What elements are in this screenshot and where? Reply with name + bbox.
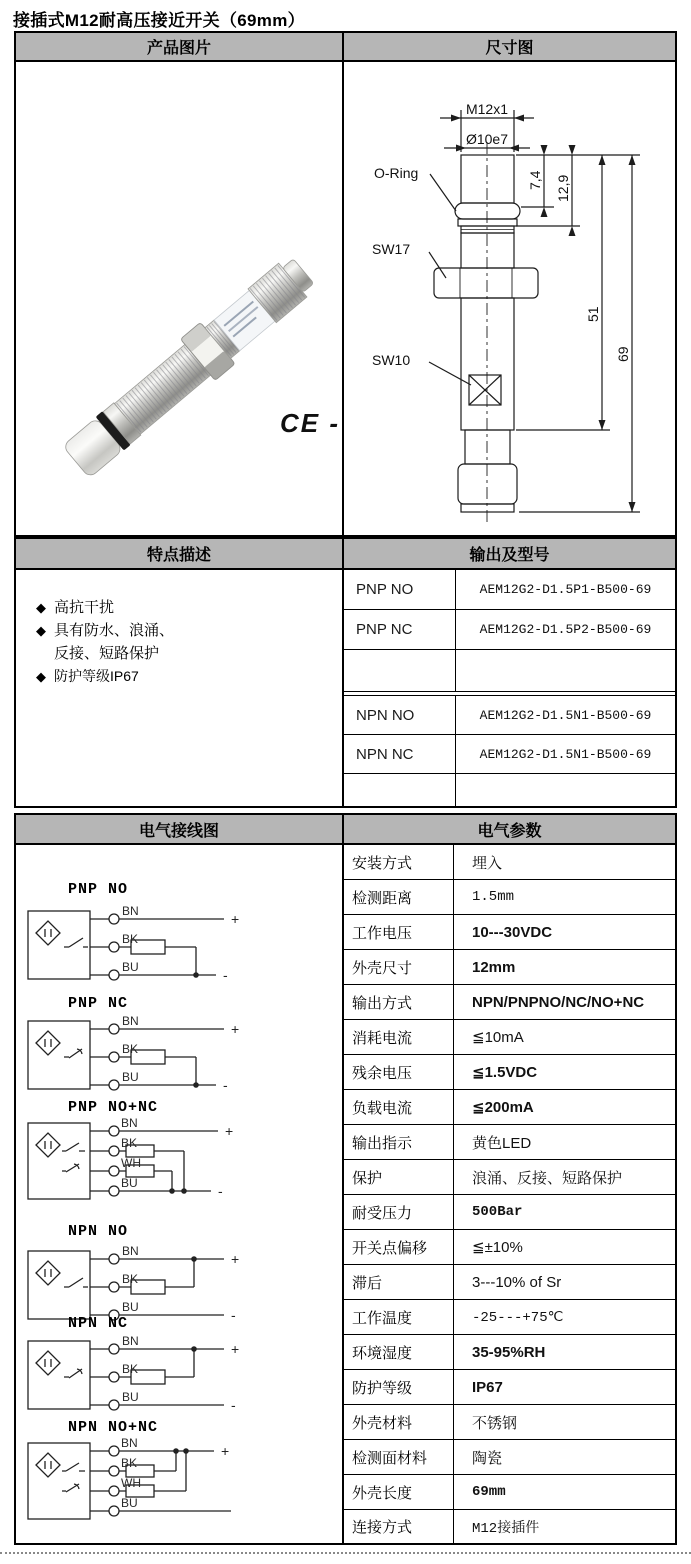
header-dimension-drawing: 尺寸图 <box>485 40 534 57</box>
svg-text:-: - <box>223 1077 228 1093</box>
model-number: AEM12G2-D1.5N1-B500-69 <box>479 707 652 723</box>
svg-text:BK: BK <box>122 1272 139 1286</box>
model-number: AEM12G2-D1.5N1-B500-69 <box>479 746 652 762</box>
svg-text:+: + <box>231 1341 240 1357</box>
svg-text:BN: BN <box>122 1334 139 1348</box>
thread-size-label: M12x1 <box>465 101 509 117</box>
diamond-bullet-icon: ◆ <box>36 669 46 684</box>
param-row <box>344 1300 675 1335</box>
model-row <box>344 774 675 806</box>
dim-51: 51 <box>585 306 601 322</box>
output-type <box>344 650 456 691</box>
param-label: 外壳材料 <box>344 1405 454 1439</box>
diamond-bullet-icon: ◆ <box>36 600 46 615</box>
connector-outline <box>458 464 517 504</box>
params-table <box>344 845 675 1543</box>
param-label: 残余电压 <box>344 1055 454 1089</box>
wiring-title-pnp-nc: PNP NC <box>68 995 129 1012</box>
sensor-symbol-icon <box>36 1351 60 1375</box>
svg-text:+: + <box>225 1123 234 1139</box>
no-contact-icon <box>62 1143 85 1151</box>
ce-mark: CE - <box>280 408 340 438</box>
param-value: ≦1.5VDC <box>472 1064 538 1081</box>
header-output-models: 输出及型号 <box>469 547 550 564</box>
param-row <box>344 1335 675 1370</box>
svg-text:BU: BU <box>121 1176 138 1190</box>
param-label: 工作电压 <box>344 915 454 949</box>
param-value: 3---10% of Sr <box>472 1273 562 1291</box>
output-type: PNP NC <box>344 610 456 649</box>
param-label: 工作温度 <box>344 1300 454 1334</box>
svg-text:BN: BN <box>121 1437 138 1450</box>
output-type <box>344 774 456 806</box>
feature-item: ◆ 高抗干扰 <box>36 596 342 619</box>
svg-text:BN: BN <box>122 1014 139 1028</box>
diameter-label: Ø10e7 <box>465 131 509 147</box>
nc-contact-icon <box>64 1049 82 1058</box>
sw10-label: SW10 <box>372 352 411 368</box>
nc-contact-icon <box>64 1369 82 1378</box>
param-row <box>344 1475 675 1510</box>
nc-contact-icon <box>62 1164 79 1172</box>
section-features-models <box>14 537 677 808</box>
svg-text:BU: BU <box>122 1070 139 1084</box>
param-label: 输出方式 <box>344 985 454 1019</box>
param-value: ≦±10% <box>472 1239 523 1256</box>
param-label: 连接方式 <box>344 1510 454 1543</box>
sensor-symbol-icon <box>36 921 60 945</box>
param-value: 12mm <box>472 958 516 976</box>
svg-text:BU: BU <box>122 1300 139 1314</box>
param-value: ≦10mA <box>472 1029 524 1046</box>
param-row <box>344 1405 675 1440</box>
feature-item: ◆ 防护等级IP67 <box>36 665 342 688</box>
sensor-photo-illustration <box>16 62 342 535</box>
param-value: 69mm <box>472 1484 506 1500</box>
param-value: 埋入 <box>472 854 503 872</box>
param-value: 1.5mm <box>472 889 515 905</box>
param-label: 外壳尺寸 <box>344 950 454 984</box>
output-type: NPN NC <box>344 735 456 773</box>
model-number <box>456 774 675 806</box>
param-row <box>344 1020 675 1055</box>
no-contact-icon <box>64 1278 88 1287</box>
param-value: 陶瓷 <box>472 1449 503 1467</box>
svg-text:WH: WH <box>121 1476 141 1490</box>
page-title: 接插式M12耐高压接近开关（69mm） <box>13 11 305 30</box>
param-label: 耐受压力 <box>344 1195 454 1229</box>
feature-list <box>16 570 344 806</box>
hex-nut-outline <box>434 268 538 298</box>
svg-text:BK: BK <box>122 1362 139 1376</box>
param-row <box>344 1125 675 1160</box>
svg-text:-: - <box>223 967 228 983</box>
sensor-body-group <box>59 250 321 482</box>
param-row <box>344 1230 675 1265</box>
section3-header-row <box>16 815 675 845</box>
param-row <box>344 1090 675 1125</box>
model-row <box>344 735 675 774</box>
svg-text:+: + <box>231 1021 240 1037</box>
wiring-title-pnp-nonc: PNP NO+NC <box>68 1099 159 1116</box>
param-row <box>344 985 675 1020</box>
svg-text:WH: WH <box>121 1156 141 1170</box>
model-number: AEM12G2-D1.5P1-B500-69 <box>479 582 652 597</box>
param-row <box>344 880 675 915</box>
product-photo-cell <box>16 62 344 535</box>
svg-text:BU: BU <box>122 960 139 974</box>
svg-text:BU: BU <box>122 1390 139 1404</box>
model-row <box>344 570 675 610</box>
param-value: 黄色LED <box>472 1134 532 1152</box>
param-row <box>344 1370 675 1405</box>
sensor-symbol-icon <box>36 1133 60 1157</box>
wiring-title-npn-nc: NPN NC <box>68 1315 129 1332</box>
param-label: 外壳长度 <box>344 1475 454 1509</box>
sensor-symbol-icon <box>36 1453 60 1477</box>
param-label: 保护 <box>344 1160 454 1194</box>
param-row <box>344 1195 675 1230</box>
model-table <box>344 570 675 806</box>
param-row <box>344 1440 675 1475</box>
svg-text:BN: BN <box>121 1117 138 1130</box>
model-row <box>344 610 675 650</box>
svg-text:-: - <box>231 1397 236 1413</box>
param-value: 10---30VDC <box>472 923 553 941</box>
section-product <box>14 31 677 537</box>
section1-header-row <box>16 33 675 62</box>
dim-7-4: 7,4 <box>527 170 543 190</box>
sw17-label: SW17 <box>372 241 411 257</box>
dim-69: 69 <box>615 346 631 362</box>
header-features: 特点描述 <box>16 539 344 568</box>
svg-text:-: - <box>231 1307 236 1323</box>
svg-text:BN: BN <box>122 904 139 918</box>
svg-text:BU: BU <box>121 1496 138 1510</box>
no-contact-icon <box>64 938 88 947</box>
model-row <box>344 696 675 735</box>
diamond-bullet-icon: ◆ <box>36 623 46 638</box>
svg-text:+: + <box>231 911 240 927</box>
wiring-diagram-npn-nonc <box>26 1437 266 1537</box>
param-label: 输出指示 <box>344 1125 454 1159</box>
wiring-diagram-npn-nc <box>26 1333 266 1413</box>
nc-contact-icon <box>62 1484 79 1492</box>
svg-text:BK: BK <box>122 932 139 946</box>
param-value: NPN/PNPNO/NC/NO+NC <box>472 993 645 1011</box>
svg-text:+: + <box>231 1251 240 1267</box>
param-label: 开关点偏移 <box>344 1230 454 1264</box>
param-value: 35-95%RH <box>472 1343 546 1361</box>
wiring-diagram-pnp-no <box>26 903 266 983</box>
wiring-title-npn-nonc: NPN NO+NC <box>68 1419 159 1436</box>
param-value: 500Bar <box>472 1204 523 1220</box>
wiring-diagram-npn-no <box>26 1243 266 1323</box>
svg-text:BN: BN <box>122 1244 139 1258</box>
param-value: -25---+75℃ <box>472 1309 564 1326</box>
param-label: 安装方式 <box>344 845 454 879</box>
param-label: 检测面材料 <box>344 1440 454 1474</box>
wiring-diagrams-cell <box>16 845 344 1543</box>
param-value: 不锈钢 <box>472 1414 518 1432</box>
wiring-title-npn-no: NPN NO <box>68 1223 129 1240</box>
param-row <box>344 1510 675 1543</box>
dimension-arrows <box>451 115 636 513</box>
param-label: 消耗电流 <box>344 1020 454 1054</box>
svg-text:+: + <box>221 1443 230 1459</box>
param-value: ≦200mA <box>472 1099 534 1116</box>
header-electrical-params: 电气参数 <box>477 822 542 840</box>
dimension-drawing-cell <box>344 62 675 535</box>
param-row <box>344 915 675 950</box>
section-wiring-params <box>14 813 677 1545</box>
section2-header-row <box>16 539 675 570</box>
dim-12-9: 12,9 <box>555 174 571 202</box>
no-contact-icon <box>62 1463 85 1471</box>
sensor-symbol-icon <box>36 1261 60 1285</box>
wiring-title-pnp-no: PNP NO <box>68 881 129 898</box>
page-break-divider <box>0 1552 691 1554</box>
oring-label: O-Ring <box>374 165 419 181</box>
param-label: 负载电流 <box>344 1090 454 1124</box>
param-value: IP67 <box>472 1378 503 1396</box>
param-value: 浪涌、反接、短路保护 <box>472 1169 623 1187</box>
param-label: 检测距离 <box>344 880 454 914</box>
dimension-drawing <box>344 62 673 535</box>
param-row <box>344 1055 675 1090</box>
param-row <box>344 1265 675 1300</box>
wiring-diagram-pnp-nonc <box>26 1117 266 1217</box>
sensor-symbol-icon <box>36 1031 60 1055</box>
svg-text:-: - <box>218 1183 223 1199</box>
param-row <box>344 845 675 880</box>
header-product-image: 产品图片 <box>16 33 344 60</box>
param-label: 防护等级 <box>344 1370 454 1404</box>
svg-text:BK: BK <box>121 1136 138 1150</box>
svg-text:BK: BK <box>121 1456 138 1470</box>
feature-item: ◆ 具有防水、浪涌、反接、短路保护 <box>36 619 342 665</box>
output-type: PNP NO <box>344 570 456 609</box>
header-wiring-diagram: 电气接线图 <box>16 815 344 843</box>
model-row <box>344 650 675 692</box>
wiring-diagram-pnp-nc <box>26 1013 266 1093</box>
output-type: NPN NO <box>344 696 456 734</box>
model-number: AEM12G2-D1.5P2-B500-69 <box>479 622 652 637</box>
oring-bulge <box>455 203 520 219</box>
param-label: 滞后 <box>344 1265 454 1299</box>
param-value: M12接插件 <box>472 1520 540 1537</box>
param-label: 环境湿度 <box>344 1335 454 1369</box>
model-number <box>456 650 675 691</box>
svg-text:BK: BK <box>122 1042 139 1056</box>
param-row <box>344 1160 675 1195</box>
param-row <box>344 950 675 985</box>
